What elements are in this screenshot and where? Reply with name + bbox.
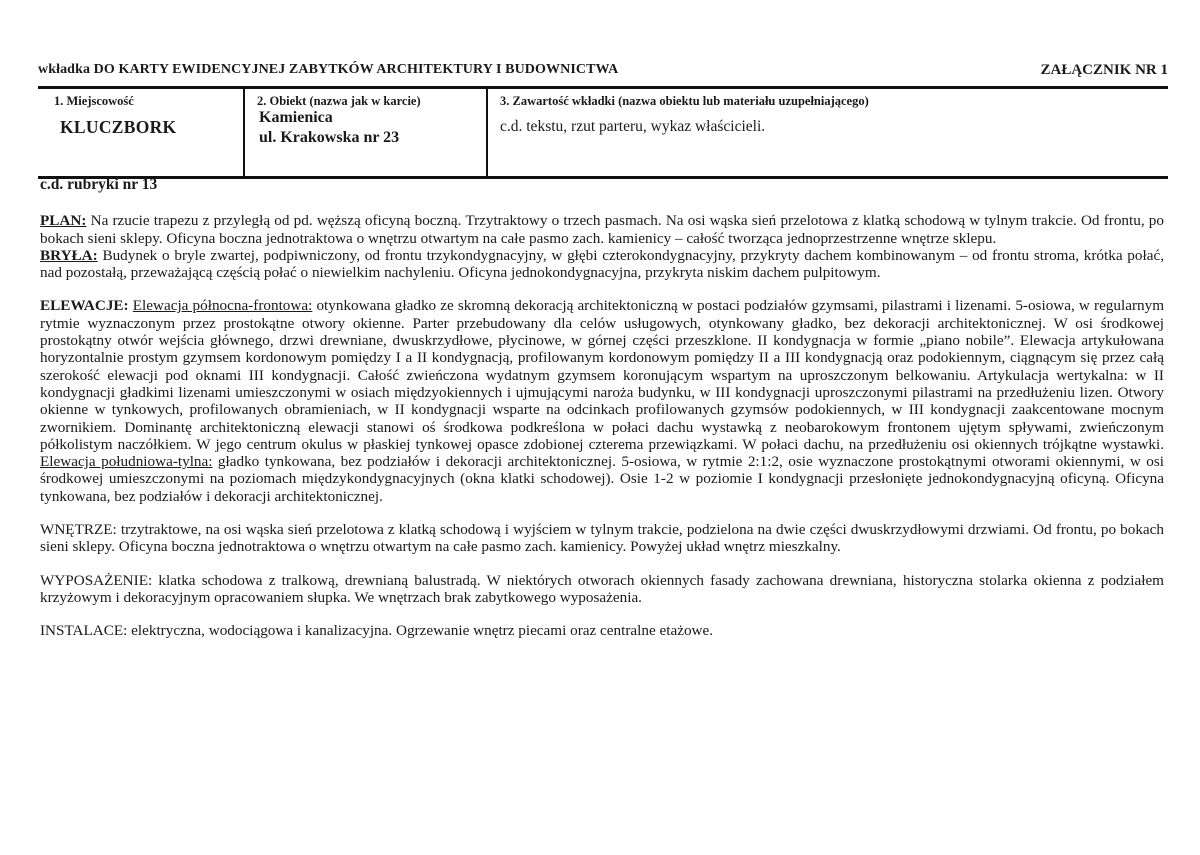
elewacja-south-label: Elewacja południowa-tylna: xyxy=(40,453,213,471)
title-prefix: wkładka xyxy=(38,62,91,77)
wyposazenie-paragraph: WYPOSAŻENIE: klatka schodowa z tralkową, drewnianą balustradą. W niektórych otworach okiennych fasady zachowana drewniana, historyczna stolarka okienna z podziałem krzyżowym i dekoracyjnym opracowaniem słupka. We wnętrzach brak zabytkowego wyposażenia. xyxy=(40,571,1164,606)
object-address: ul. Krakowska nr 23 xyxy=(259,129,400,146)
wnetrze-paragraph: WNĘTRZE: trzytraktowe, na osi wąska sień przelotowa z klatką schodową i wyjściem w tylnym trakcie, podzielona na dwie części dwuskrzydłowymi drzwiami. Od frontu, po bokach sieni sklepy. Oficyna boczna jednotraktowa o wnętrzu otwartym na całe pasmo zach. kamienicy. Powyżej układ wnętrz mieszkalny. xyxy=(40,521,1164,556)
info-table xyxy=(38,89,1168,179)
object-cell xyxy=(245,89,488,176)
object-name: Kamienica xyxy=(259,109,333,126)
section-subhead: c.d. rubryki nr 13 xyxy=(40,176,158,193)
elewacja-north-label: Elewacja północna-frontowa: xyxy=(132,297,313,315)
plan-paragraph xyxy=(40,212,1164,247)
content-cell xyxy=(488,89,1168,176)
content-value: c.d. tekstu, rzut parteru, wykaz właścicieli. xyxy=(500,118,766,135)
locality-label: 1. Miejscowość xyxy=(54,94,134,108)
title-main: DO KARTY EWIDENCYJNEJ ZABYTKÓW ARCHITEKTURY I BUDOWNICTWA xyxy=(93,62,619,77)
document-title xyxy=(38,62,618,78)
content-label: 3. Zawartość wkładki (nazwa obiektu lub materiału uzupełniającego) xyxy=(500,94,869,108)
elewacje-text-1: otynkowana gładko ze skromną dekoracją architektoniczną w postaci podziałów gzymsami, pilastrami i lizenami. 5-osiowa, w regularnym rytmie wyznaczonym przez prostokątne otwory okienne. Parter przebudowany dla celów usługowych, otynkowany gładko, bez dekoracji architektonicznej. W osi środkowej prostokątny otwór wejścia głównego, drzwi drewniane, dwuskrzydłowe, płycinowe, w górnej części przeszklone. II kondygnacja w formie „piano nobile”. Elewacja artykułowana horyzontalnie prostym gzymsem kordonowym pomiędzy I a II kondygnacją, profilowanym kordonowym pomiędzy II a III kondygnacją oraz podokiennym, ciągnącym się przez całą szerokość elewacji pod oknami III kondygnacji. Całość zwieńczona wydatnym gzymsem koronującym wspartym na uproszczonym belkowaniu. Artykulacja wertykalna: w II kondygnacji gładkimi lizenami umieszczonymi w osiach międzyokiennych i ujmującymi naroża budynku, w III kondygnacji uproszczonymi pilastrami na przedłużeniu lizen. Otwory okienne w tynkowych, profilowanych obramieniach, w II kondygnacji wsparte na odcinkach profilowanych gzymsów podokiennych, w III kondygnacji zaakcentowane mocnym zwornikiem. Dominantę architektoniczną elewacji stanowi oś środkowa podkreślona w połaci dachu wystawką z neobarokowym frontonem ujętym spływami, zwieńczonym półkolistym naczółkiem. W jego centrum okulus w płaskiej tynkowej opasce zdobionej czterema przewiązkami. W połaci dachu, na przedłużeniu osi okiennych trójkątne wystawki. xyxy=(40,297,1165,453)
plan-label: PLAN: xyxy=(40,212,87,230)
plan-text: Na rzucie trapezu z przyległą od pd. węższą oficyną boczną. Trzytraktowy o trzech pasmach. Na osi wąska sień przelotowa z klatką schodową w tylnym trakcie. Od frontu, po bokach sieni sklepy. Oficyna boczna jednotraktowa o wnętrzu otwartym na całe pasmo zach. kamienicy – całość tworząca jednoprzestrzenne wnętrze sklepu. xyxy=(40,212,1164,247)
elewacje-paragraph xyxy=(40,297,1164,505)
instalacje-paragraph: INSTALACE: elektryczna, wodociągowa i kanalizacyjna. Ogrzewanie wnętrz piecami oraz centralne etażowe. xyxy=(40,622,714,640)
document-header xyxy=(38,62,1168,78)
elewacje-text-2: gładko tynkowana, bez podziałów i dekoracji architektonicznej. 5-osiowa, w rytmie 2:1:2, osie wyznaczone prostokątnymi otworami okiennymi, w osi środkowej umieszczonymi na poziomach międzykondygnacyjnych (okna klatki schodowej). Osie 1-2 w poziomie I kondygnacji przesłonięte jednokondygnacyjną oficyną. Oficyna tynkowana, bez podziałów i dekoracji architektonicznej. xyxy=(40,453,1164,505)
document-body xyxy=(40,176,1164,640)
locality-cell xyxy=(38,89,245,176)
locality-value: KLUCZBORK xyxy=(60,117,177,137)
bryla-text: Budynek o bryle zwartej, podpiwniczony, od frontu trzykondygnacyjny, w głębi czterokondygnacyjny, przykryty dachem kombinowanym – od frontu stroma, krótka połać, nad pozostałą, przeważającą częścią połać o niewielkim nachyleniu. Oficyna jednokondygnacyjna, przykryta niskim dachem pulpitowym. xyxy=(40,246,1164,282)
annex-label: ZAŁĄCZNIK NR 1 xyxy=(1040,62,1168,78)
elewacje-label: ELEWACJE: xyxy=(40,297,129,315)
bryla-paragraph xyxy=(40,247,1164,282)
object-label: 2. Obiekt (nazwa jak w karcie) xyxy=(257,94,421,108)
bryla-label: BRYŁA: xyxy=(40,246,98,264)
